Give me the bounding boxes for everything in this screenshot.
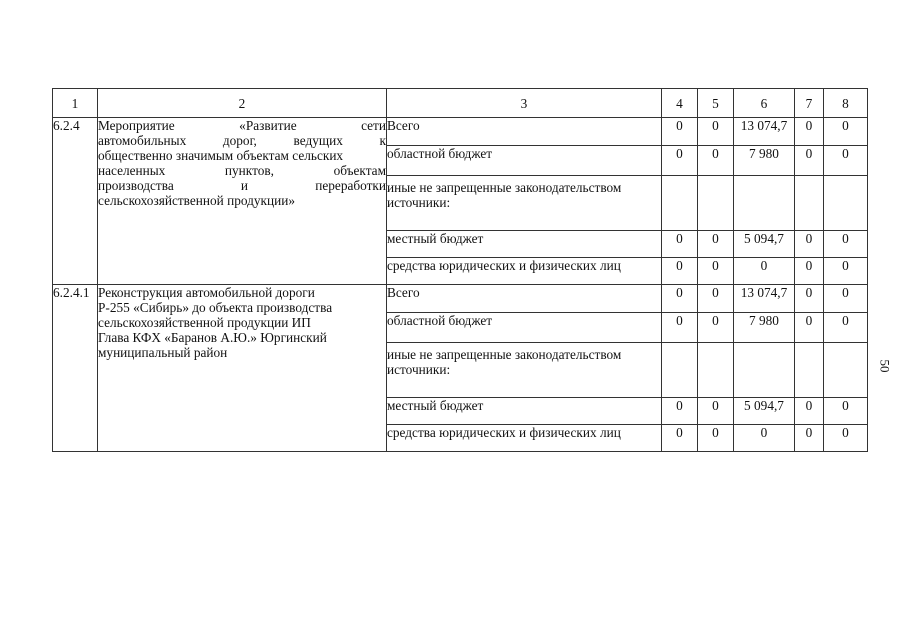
- value-cell: 0: [795, 231, 824, 258]
- funding-source: местный бюджет: [387, 398, 662, 425]
- funding-source: средства юридических и физических лиц: [387, 258, 662, 285]
- funding-source: областной бюджет: [387, 146, 662, 176]
- value-cell: 7 980: [734, 146, 795, 176]
- column-header: 2: [98, 89, 387, 118]
- description-word: к: [379, 133, 386, 148]
- value-cell: [795, 343, 824, 398]
- description-line: [98, 330, 386, 345]
- funding-source: областной бюджет: [387, 313, 662, 343]
- value-cell: 0: [734, 425, 795, 452]
- funding-source: иные не запрещенные законодательством источники:: [387, 343, 662, 398]
- funding-source: средства юридических и физических лиц: [387, 425, 662, 452]
- value-cell: 0: [662, 425, 698, 452]
- value-cell: 13 074,7: [734, 285, 795, 313]
- funding-source: местный бюджет: [387, 231, 662, 258]
- table-row: [53, 118, 868, 146]
- value-cell: [734, 176, 795, 231]
- description-line: [98, 285, 386, 300]
- value-cell: 0: [795, 425, 824, 452]
- value-cell: [824, 343, 868, 398]
- value-cell: [698, 176, 734, 231]
- value-cell: 0: [824, 146, 868, 176]
- table-row: [53, 285, 868, 313]
- description-word: Глава КФХ «Баранов А.Ю.» Юргинский: [98, 330, 327, 345]
- value-cell: 0: [795, 258, 824, 285]
- description-word: «Развитие: [239, 118, 297, 133]
- description-word: сельскохозяйственной продукции»: [98, 193, 295, 208]
- value-cell: 0: [662, 398, 698, 425]
- description-word: дорог,: [222, 133, 257, 148]
- value-cell: 0: [824, 258, 868, 285]
- description-word: переработки: [315, 178, 386, 193]
- description-word: сельскохозяйственной продукции ИП: [98, 315, 311, 330]
- description-word: объектам: [333, 163, 386, 178]
- column-header: 4: [662, 89, 698, 118]
- column-header: 7: [795, 89, 824, 118]
- value-cell: 0: [734, 258, 795, 285]
- value-cell: 0: [795, 313, 824, 343]
- value-cell: 13 074,7: [734, 118, 795, 146]
- description-line: [98, 193, 386, 208]
- funding-source: иные не запрещенные законодательством источники:: [387, 176, 662, 231]
- item-code: 6.2.4: [53, 118, 98, 285]
- description-word: сети: [361, 118, 386, 133]
- description-line: [98, 345, 386, 360]
- description-word: и: [240, 178, 249, 193]
- header-row: [53, 89, 868, 118]
- column-header: 5: [698, 89, 734, 118]
- value-cell: [795, 176, 824, 231]
- value-cell: 0: [662, 146, 698, 176]
- value-cell: 0: [698, 425, 734, 452]
- value-cell: 0: [824, 398, 868, 425]
- item-description: [98, 118, 387, 285]
- value-cell: 0: [698, 285, 734, 313]
- column-header: 3: [387, 89, 662, 118]
- value-cell: [698, 343, 734, 398]
- value-cell: [662, 343, 698, 398]
- description-line: [98, 163, 386, 178]
- description-line: [98, 133, 386, 148]
- description-word: Реконструкция автомобильной дороги: [98, 285, 315, 300]
- description-line: [98, 178, 386, 193]
- description-word: общественно значимым объектам сельских: [98, 148, 344, 163]
- page-number: 50: [877, 359, 893, 373]
- value-cell: 0: [824, 285, 868, 313]
- value-cell: 0: [824, 425, 868, 452]
- budget-table: [52, 88, 868, 452]
- value-cell: 0: [824, 231, 868, 258]
- description-word: муниципальный район: [98, 345, 228, 360]
- description-word: производства: [98, 178, 174, 193]
- description-word: Мероприятие: [98, 118, 175, 133]
- value-cell: 0: [698, 118, 734, 146]
- value-cell: 0: [662, 118, 698, 146]
- value-cell: 5 094,7: [734, 231, 795, 258]
- column-header: 6: [734, 89, 795, 118]
- value-cell: 0: [698, 231, 734, 258]
- item-description: [98, 285, 387, 452]
- item-code: 6.2.4.1: [53, 285, 98, 452]
- value-cell: 0: [795, 285, 824, 313]
- value-cell: 7 980: [734, 313, 795, 343]
- column-header: 1: [53, 89, 98, 118]
- value-cell: 0: [662, 313, 698, 343]
- value-cell: [734, 343, 795, 398]
- description-line: [98, 118, 386, 133]
- value-cell: 0: [662, 285, 698, 313]
- description-line: [98, 148, 386, 163]
- value-cell: 0: [698, 398, 734, 425]
- description-line: [98, 300, 386, 315]
- value-cell: 0: [795, 118, 824, 146]
- description-word: Р-255 «Сибирь» до объекта производства: [98, 300, 333, 315]
- description-word: автомобильных: [98, 133, 187, 148]
- value-cell: 0: [824, 313, 868, 343]
- value-cell: 0: [824, 118, 868, 146]
- value-cell: [662, 176, 698, 231]
- value-cell: 0: [698, 146, 734, 176]
- description-line: [98, 315, 386, 330]
- funding-source: Всего: [387, 118, 662, 146]
- value-cell: 5 094,7: [734, 398, 795, 425]
- value-cell: [824, 176, 868, 231]
- value-cell: 0: [795, 398, 824, 425]
- column-header: 8: [824, 89, 868, 118]
- value-cell: 0: [662, 258, 698, 285]
- value-cell: 0: [662, 231, 698, 258]
- value-cell: 0: [795, 146, 824, 176]
- description-word: пунктов,: [224, 163, 274, 178]
- value-cell: 0: [698, 258, 734, 285]
- funding-source: Всего: [387, 285, 662, 313]
- description-word: населенных: [98, 163, 166, 178]
- description-word: ведущих: [293, 133, 343, 148]
- value-cell: 0: [698, 313, 734, 343]
